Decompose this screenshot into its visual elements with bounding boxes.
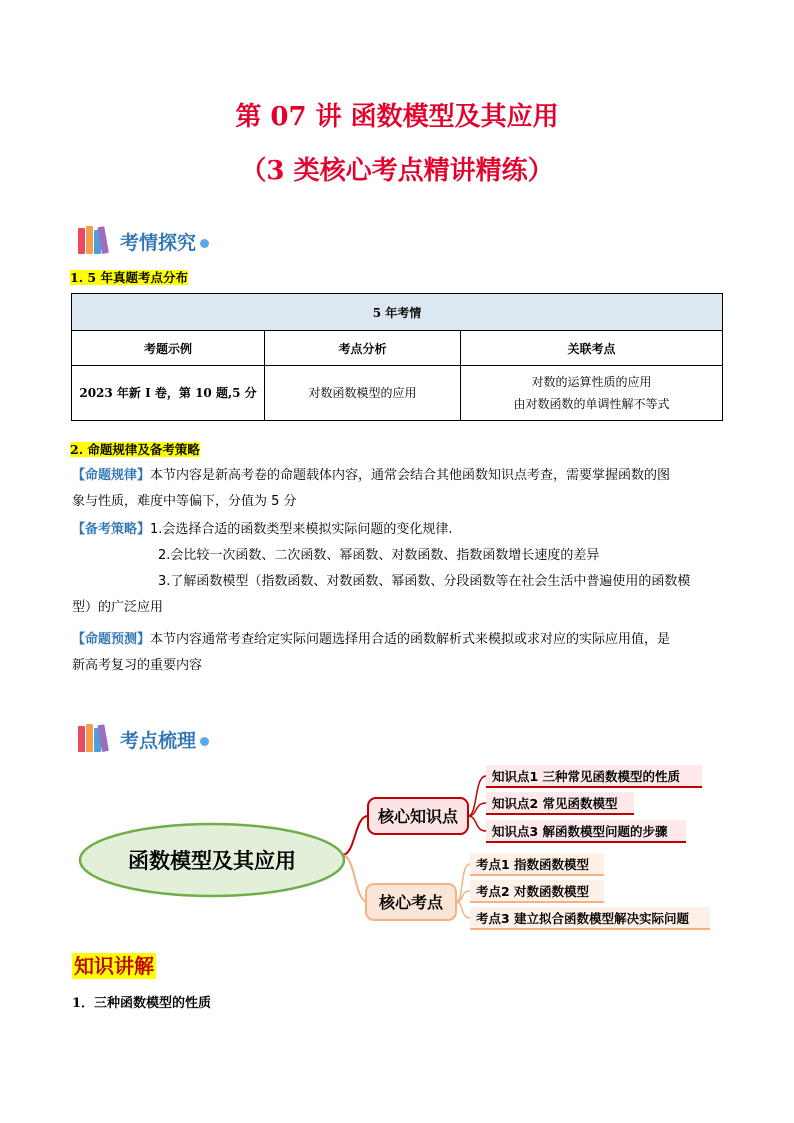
mindmap-exam-item: 考点3 建立拟合函数模型解决实际问题 [476,911,690,926]
section-header-exam-analysis [76,220,209,254]
mindmap-branch-exam: 核心考点 [378,893,444,912]
rules-tag: 【命题规律】 [72,468,151,483]
page-title: 第 07 讲 函数模型及其应用 [235,102,559,132]
table-header: 5 年考情 [72,294,723,331]
related-point: 对数的运算性质的应用 [531,375,652,389]
subheading-distribution: 1. 5 年真题考点分布 [70,270,188,285]
related-point: 由对数函数的单调性解不等式 [513,397,670,411]
mindmap-branch-knowledge: 核心知识点 [377,807,459,826]
section-label: 考情探究 [120,232,197,254]
forecast-paragraph: 【命题预测】本节内容通常考查给定实际问题选择用合适的函数解析式来模拟或求对应的实际应用值，是 新高考复习的重要内容 [72,632,671,673]
mindmap-exam-item: 考点2 对数函数模型 [476,884,590,899]
rules-paragraph: 【命题规律】本节内容是新高考卷的命题载体内容，通常会结合其他函数知识点考查，需要掌握函数的图 象与性质，难度中等偏下，分值为 5 分 [72,468,671,509]
mindmap-knowledge-item: 知识点3 解函数模型问题的步骤 [492,824,668,839]
column-header: 考点分析 [265,331,461,366]
books-icon [76,224,118,254]
mindmap-exam-item: 考点1 指数函数模型 [476,857,590,872]
table-cell: 2023 年新 I 卷，第 10 题,5 分 [72,366,265,421]
books-icon [76,722,118,752]
dot-icon [200,737,209,746]
knowledge-title: 知识讲解 [74,954,154,978]
forecast-tag: 【命题预测】 [72,632,151,647]
knowledge-subheading: 1．三种函数模型的性质 [72,996,212,1011]
mind-map [76,760,726,940]
section-header-key-points [76,718,209,752]
strategy-tag: 【备考策略】 [72,522,151,537]
exam-table [71,293,723,421]
mindmap-root: 函数模型及其应用 [128,849,296,873]
page-subtitle: （3 类核心考点精讲精练） [240,156,554,186]
mindmap-knowledge-item: 知识点1 三种常见函数模型的性质 [492,769,681,784]
strategy-paragraph: 【备考策略】1.会选择合适的函数类型来模拟实际问题的变化规律. 2.会比较一次函数、二次函数、幂函数、对数函数、指数函数增长速度的差异 3.了解函数模型（指数函数、对数函数、幂函数、分段函数等在社会生活中普遍使用的函数模 型）的广泛应用 [72,522,691,615]
table-row [72,366,723,421]
column-header: 关联考点 [461,331,723,366]
subheading-strategy: 2. 命题规律及备考策略 [70,442,200,457]
column-header: 考题示例 [72,331,265,366]
table-cell: 对数函数模型的应用 [265,366,461,421]
dot-icon [200,239,209,248]
section-label: 考点梳理 [120,730,197,752]
mindmap-knowledge-item: 知识点2 常见函数模型 [492,796,618,811]
table-cell [461,366,723,421]
